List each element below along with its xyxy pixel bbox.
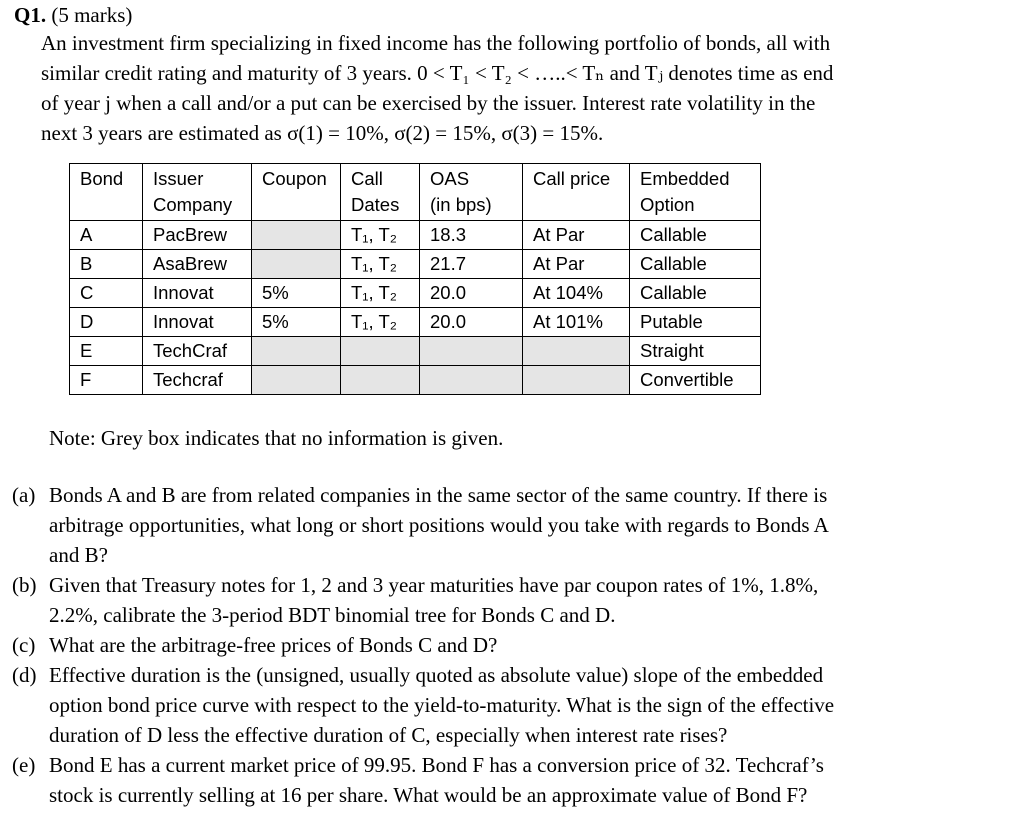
cell-issuer: PacBrew [143,221,252,250]
table-header-row [70,164,761,221]
table-row [70,337,761,366]
cell-oas: 18.3 [420,221,523,250]
cell-call-dates: T₁, T₂ [341,279,420,308]
cell-issuer: TechCraf [143,337,252,366]
table-row [70,250,761,279]
part-e [12,750,1017,810]
cell-option: Callable [630,250,761,279]
cell-issuer: AsaBrew [143,250,252,279]
intro-line: of year j when a call and/or a put can be exercised by the issuer. Interest rate volatility in the [41,91,816,115]
part-line: stock is currently selling at 16 per share. What would be an approximate value of Bond F? [49,783,808,807]
table-row [70,221,761,250]
cell-call-dates: T₁, T₂ [341,250,420,279]
cell-oas [420,337,523,366]
cell-coupon: 5% [252,308,341,337]
part-a [12,480,1017,570]
header-issuer: Issuer Company [143,164,252,221]
part-label: (b) [12,573,37,597]
cell-coupon: 5% [252,279,341,308]
cell-call-dates: T₁, T₂ [341,221,420,250]
cell-bond: B [70,250,143,279]
part-line: and B? [49,543,108,567]
question-header [14,0,132,30]
cell-bond: D [70,308,143,337]
question-number: Q1. [14,3,47,27]
cell-oas: 21.7 [420,250,523,279]
header-oas: OAS (in bps) [420,164,523,221]
part-c [12,630,1017,660]
cell-oas: 20.0 [420,279,523,308]
cell-call-dates: T₁, T₂ [341,308,420,337]
cell-option: Callable [630,279,761,308]
cell-call-dates [341,337,420,366]
bond-portfolio-table [69,163,761,395]
intro-line: next 3 years are estimated as σ(1) = 10%, σ(2) = 15%, σ(3) = 15%. [41,121,604,145]
question-intro [41,28,1016,148]
cell-call-price: At Par [523,250,630,279]
cell-oas [420,366,523,395]
part-label: (e) [12,753,36,777]
intro-line: similar credit rating and maturity of 3 years. 0 < T₁ < T₂ < …..< Tₙ and Tⱼ denotes time as end [41,61,834,85]
part-d [12,660,1017,750]
cell-issuer: Techcraf [143,366,252,395]
part-label: (c) [12,633,36,657]
table-row [70,279,761,308]
table-note: Note: Grey box indicates that no information is given. [49,426,504,450]
cell-bond: A [70,221,143,250]
cell-coupon [252,250,341,279]
part-line: 2.2%, calibrate the 3-period BDT binomial tree for Bonds C and D. [49,603,616,627]
part-label: (d) [12,663,37,687]
header-call-price: Call price [523,164,630,221]
header-embedded-option: Embedded Option [630,164,761,221]
part-line: duration of D less the effective duration of C, especially when interest rate rises? [49,723,728,747]
cell-oas: 20.0 [420,308,523,337]
part-b [12,570,1017,630]
cell-call-price [523,337,630,366]
cell-bond: C [70,279,143,308]
question-marks: (5 marks) [51,3,133,27]
question-parts [12,480,1017,810]
part-line: What are the arbitrage-free prices of Bonds C and D? [49,633,498,657]
part-line: arbitrage opportunities, what long or short positions would you take with regards to Bonds A [49,513,829,537]
header-coupon: Coupon [252,164,341,221]
table-row [70,308,761,337]
header-call-dates: Call Dates [341,164,420,221]
part-line: Effective duration is the (unsigned, usually quoted as absolute value) slope of the embedded [49,663,824,687]
intro-line: An investment firm specializing in fixed income has the following portfolio of bonds, all with [41,31,831,55]
cell-coupon [252,221,341,250]
cell-bond: E [70,337,143,366]
table-row [70,366,761,395]
cell-issuer: Innovat [143,279,252,308]
cell-option: Putable [630,308,761,337]
part-line: Given that Treasury notes for 1, 2 and 3 year maturities have par coupon rates of 1%, 1.8%, [49,573,819,597]
cell-call-price [523,366,630,395]
part-label: (a) [12,483,36,507]
cell-call-price: At Par [523,221,630,250]
header-bond: Bond [70,164,143,221]
part-line: Bonds A and B are from related companies in the same sector of the same country. If there is [49,483,828,507]
cell-coupon [252,366,341,395]
cell-bond: F [70,366,143,395]
cell-call-dates [341,366,420,395]
cell-call-price: At 101% [523,308,630,337]
cell-call-price: At 104% [523,279,630,308]
part-line: option bond price curve with respect to the yield-to-maturity. What is the sign of the effective [49,693,835,717]
cell-option: Callable [630,221,761,250]
cell-option: Convertible [630,366,761,395]
cell-issuer: Innovat [143,308,252,337]
cell-option: Straight [630,337,761,366]
part-line: Bond E has a current market price of 99.95. Bond F has a conversion price of 32. Techcraf’s [49,753,824,777]
cell-coupon [252,337,341,366]
table-body [70,221,761,395]
